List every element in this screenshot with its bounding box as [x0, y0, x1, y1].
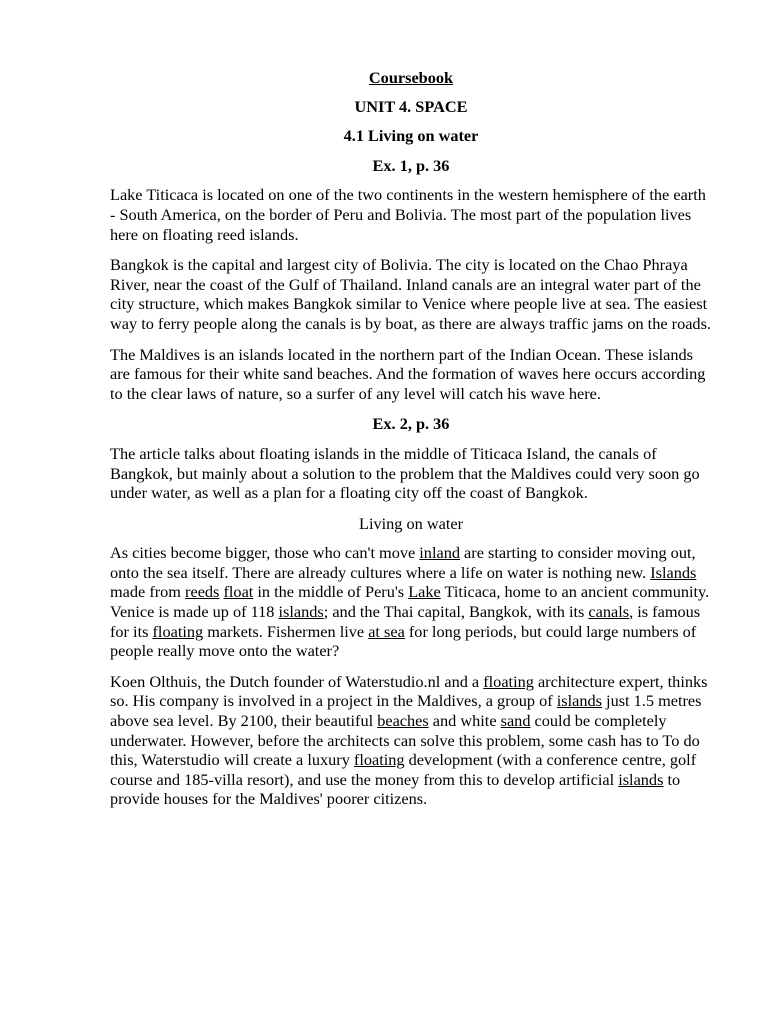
ex1-paragraph-maldives: The Maldives is an islands located in the northern part of the Indian Ocean. These islands are famous for their white sand beaches. And the formation of waves here occurs according to the clear laws of nature, so a surfer of any level will catch his wave here.: [110, 344, 706, 403]
vocabulary-word: Islands: [650, 562, 697, 582]
text-run: Titicaca, home to an ancient community. Venice is made up of 118: [110, 582, 710, 622]
vocabulary-word: floating: [353, 750, 405, 770]
text-run: and white: [428, 711, 501, 731]
exercise-2-heading: Ex. 2, p. 36: [372, 414, 450, 434]
ex1-paragraph-titicaca: Lake Titicaca is located on one of the two continents in the western hemisphere of the earth - South America, on the border of Peru and Bolivia. The most part of the population lives here on floating reed islands.: [110, 185, 706, 244]
vocabulary-word: canals: [588, 602, 630, 622]
text-run: for long periods, but could large numbers of people really move onto the water?: [110, 621, 697, 661]
article-title: Living on water: [359, 513, 463, 533]
vocabulary-word: floating: [483, 671, 534, 691]
ex2-paragraph: The article talks about floating islands in the middle of Titicaca Island, the canals of Bangkok, but mainly about a solution to the problem that the Maldives could very soon go under water, as well as a plan for a floating city off the coast of Bangkok.: [110, 443, 700, 503]
text-run: markets. Fishermen live: [203, 621, 369, 641]
text-run: As cities become bigger, those who can't move: [110, 543, 420, 563]
document-page: [110, 68, 712, 820]
coursebook-heading: Coursebook: [368, 68, 454, 87]
vocabulary-word: sand: [500, 711, 531, 731]
text-run: Koen Olthuis, the Dutch founder of Waterstudio.nl and a: [110, 671, 484, 691]
ex1-paragraph-bangkok: Bangkok is the capital and largest city of Bolivia. The city is located on the Chao Phraya River, near the coast of the Gulf of Thailand. Inland canals are an integral water part of the city structure, which makes Bangkok similar to Venice where people live at sea. The easiest way to ferry people along the canals is by boat, as there are always traffic jams on the roads.: [110, 255, 711, 333]
vocabulary-word: float: [223, 582, 254, 602]
text-run: just 1.5 metres above sea level. By 2100, their beautiful: [110, 691, 702, 731]
exercise-1-heading: Ex. 1, p. 36: [372, 155, 450, 175]
article-paragraph-1: [110, 543, 712, 661]
section-heading: 4.1 Living on water: [343, 126, 479, 146]
text-run: architecture expert, thinks so. His company is involved in a project in the Maldives, a group of: [110, 671, 708, 711]
vocabulary-word: beaches: [377, 711, 429, 731]
text-run: ; and the Thai capital, Bangkok, with its: [323, 602, 589, 622]
vocabulary-word: islands: [618, 769, 664, 789]
text-run: in the middle of Peru's: [253, 582, 409, 602]
text-run: development (with a conference centre, golf course and 185-villa resort), and use the money from this to develop artificial: [110, 750, 697, 789]
vocabulary-word: floating: [152, 621, 204, 641]
text-run: could be completely underwater. However, before the architects can solve this problem, some cash has to To do this, Waterstudio will create a luxury: [110, 711, 700, 770]
vocabulary-word: at sea: [368, 621, 405, 641]
vocabulary-word: islands: [278, 602, 324, 622]
vocabulary-word: inland: [419, 543, 460, 563]
vocabulary-word: reeds: [185, 582, 220, 602]
text-run: are starting to consider moving out, onto the sea itself. There are already cultures where a life on water is nothing new.: [110, 543, 696, 582]
vocabulary-word: islands: [556, 691, 602, 711]
vocabulary-word: Lake: [408, 582, 441, 602]
article-paragraph-2: [110, 672, 712, 809]
text-run: to provide houses for the Maldives' poorer citizens.: [110, 769, 681, 809]
text-run: , is famous for its: [110, 602, 701, 641]
unit-heading: UNIT 4. SPACE: [354, 96, 468, 116]
text-run: made from: [110, 582, 186, 602]
